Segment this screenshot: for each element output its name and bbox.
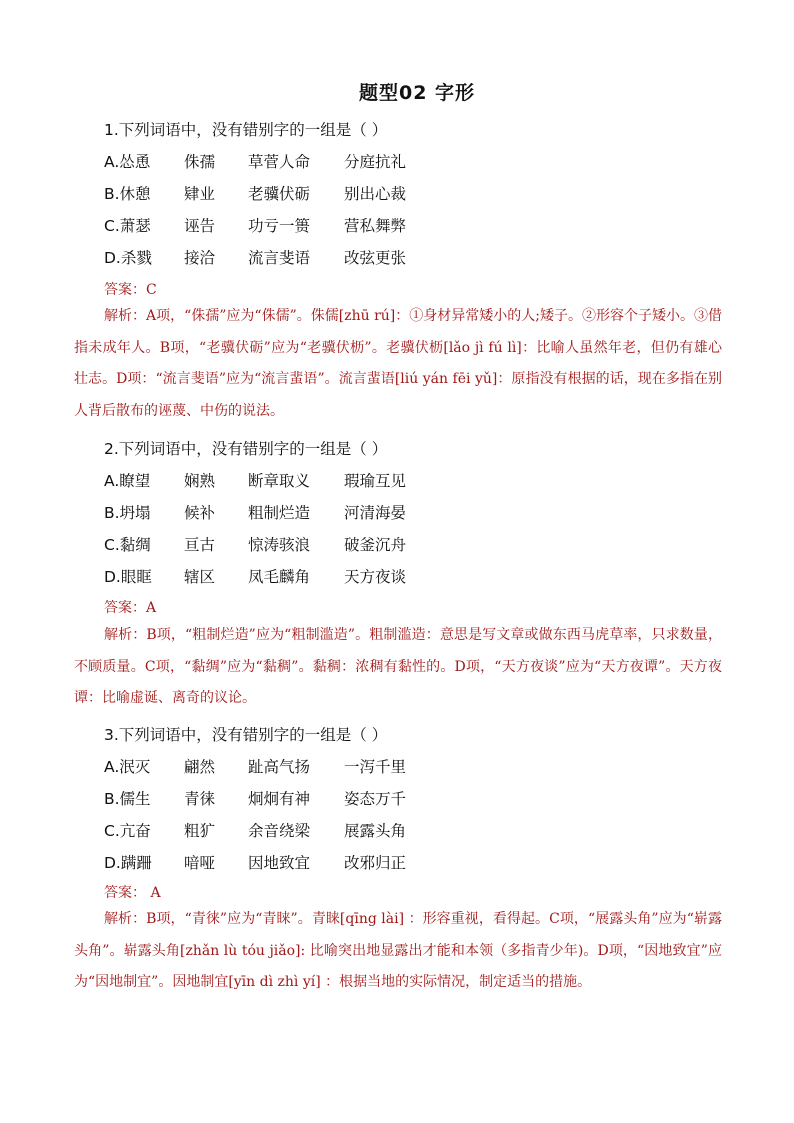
option-text: 破釜沉舟 bbox=[344, 536, 407, 554]
option-text: 接洽 bbox=[184, 249, 216, 267]
option-text: C.黏绸 bbox=[104, 536, 151, 554]
option-text: 姿态万千 bbox=[344, 790, 407, 808]
option-text: 辖区 bbox=[184, 568, 216, 586]
option-text: 侏孺 bbox=[184, 153, 216, 171]
option-text: 翩然 bbox=[184, 758, 216, 776]
option-text: A.瞭望 bbox=[104, 472, 151, 490]
question-2-answer: 答案：A bbox=[104, 600, 157, 616]
option-text: 青徕 bbox=[184, 790, 216, 808]
option-text: 功亏一篑 bbox=[248, 217, 311, 235]
option-text: 分庭抗礼 bbox=[344, 153, 407, 171]
question-2-explanation: 解析：B项，“粗制烂造”应为“粗制滥造”。粗制滥造：意思是写文章或做东西马虎草率，只求数量，不顾质量。C项，“黏绸”应为“黏稠”。黏稠：浓稠有黏性的。D项，“天方夜谈”应为“天方夜谭”。天方夜谭：比喻虚诞、离奇的议论。 bbox=[74, 627, 722, 706]
option-text: 惊涛骇浪 bbox=[248, 536, 311, 554]
option-text: 别出心裁 bbox=[344, 185, 407, 203]
option-text: 肄业 bbox=[184, 185, 216, 203]
question-2-stem: 2.下列词语中，没有错别字的一组是（ ） bbox=[104, 440, 388, 458]
option-text: B.休憩 bbox=[104, 185, 151, 203]
option-text: 一泻千里 bbox=[344, 758, 407, 776]
option-text: 粗犷 bbox=[184, 822, 216, 840]
option-text: 诬告 bbox=[184, 217, 216, 235]
option-text: 粗制烂造 bbox=[248, 504, 311, 522]
option-text: 天方夜谈 bbox=[344, 568, 407, 586]
option-text: 瑕瑜互见 bbox=[344, 472, 407, 490]
option-text: 流言斐语 bbox=[248, 249, 311, 267]
option-text: D.眼眶 bbox=[104, 568, 152, 586]
option-text: D.蹒跚 bbox=[104, 854, 152, 872]
option-text: 草菅人命 bbox=[248, 153, 311, 171]
option-text: 娴熟 bbox=[184, 472, 216, 490]
option-text: A.怂恿 bbox=[104, 153, 151, 171]
option-text: D.杀戮 bbox=[104, 249, 152, 267]
option-text: 凤毛麟角 bbox=[248, 568, 311, 586]
option-text: 改邪归正 bbox=[344, 854, 407, 872]
question-1-stem: 1.下列词语中，没有错别字的一组是（ ） bbox=[104, 121, 388, 139]
option-text: 断章取义 bbox=[248, 472, 311, 490]
option-text: B.儒生 bbox=[104, 790, 151, 808]
option-text: 改弦更张 bbox=[344, 249, 407, 267]
option-text: 因地致宜 bbox=[248, 854, 311, 872]
option-text: 候补 bbox=[184, 504, 216, 522]
question-1-answer: 答案：C bbox=[104, 282, 157, 298]
option-text: C.亢奋 bbox=[104, 822, 151, 840]
option-text: 亘古 bbox=[184, 536, 216, 554]
option-text: 老骥伏砺 bbox=[248, 185, 311, 203]
page-title: 题型02 字形 bbox=[358, 82, 476, 104]
question-3-answer: 答案： A bbox=[104, 885, 161, 901]
option-text: 喑哑 bbox=[184, 854, 216, 872]
option-text: 营私舞弊 bbox=[344, 217, 407, 235]
question-3-explanation: 解析：B项，“青徕”应为“青睐”。青睐[qīng lài] ：形容重视，看得起。C项，“展露头角”应为“崭露头角”。崭露头角[zhǎn lù tóu jiǎo]: 比喻突出地显露出才能和本领（多指青少年)。D项，“因地致宜”应为“因地制宜”。因地制宜[yīn dì zhì yí] ：根据当地的实际情况，制定适当的措施。 bbox=[74, 911, 722, 990]
option-text: 炯炯有神 bbox=[248, 790, 311, 808]
option-text: 余音绕梁 bbox=[248, 822, 311, 840]
question-1-explanation: 解析：A项，“侏孺”应为“侏儒”。侏儒[zhū rú]：①身材异常矮小的人;矮子。②形容个子矮小。③借指未成年人。B项，“老骥伏砺”应为“老骥伏枥”。老骥伏枥[lǎo jì fú lì]：比喻人虽然年老，但仍有雄心壮志。D项：“流言斐语”应为“流言蜚语”。流言蜚语[liú yán fēi yǔ]：原指没有根据的话，现在多指在别人背后散布的诬蔑、中伤的说法。 bbox=[74, 308, 722, 419]
option-text: 趾高气扬 bbox=[248, 758, 311, 776]
option-text: A.泯灭 bbox=[104, 758, 151, 776]
option-text: C.萧瑟 bbox=[104, 217, 151, 235]
option-text: B.坍塌 bbox=[104, 504, 151, 522]
option-text: 展露头角 bbox=[344, 822, 407, 840]
option-text: 河清海晏 bbox=[344, 504, 407, 522]
question-3-stem: 3.下列词语中，没有错别字的一组是（ ） bbox=[104, 726, 388, 744]
